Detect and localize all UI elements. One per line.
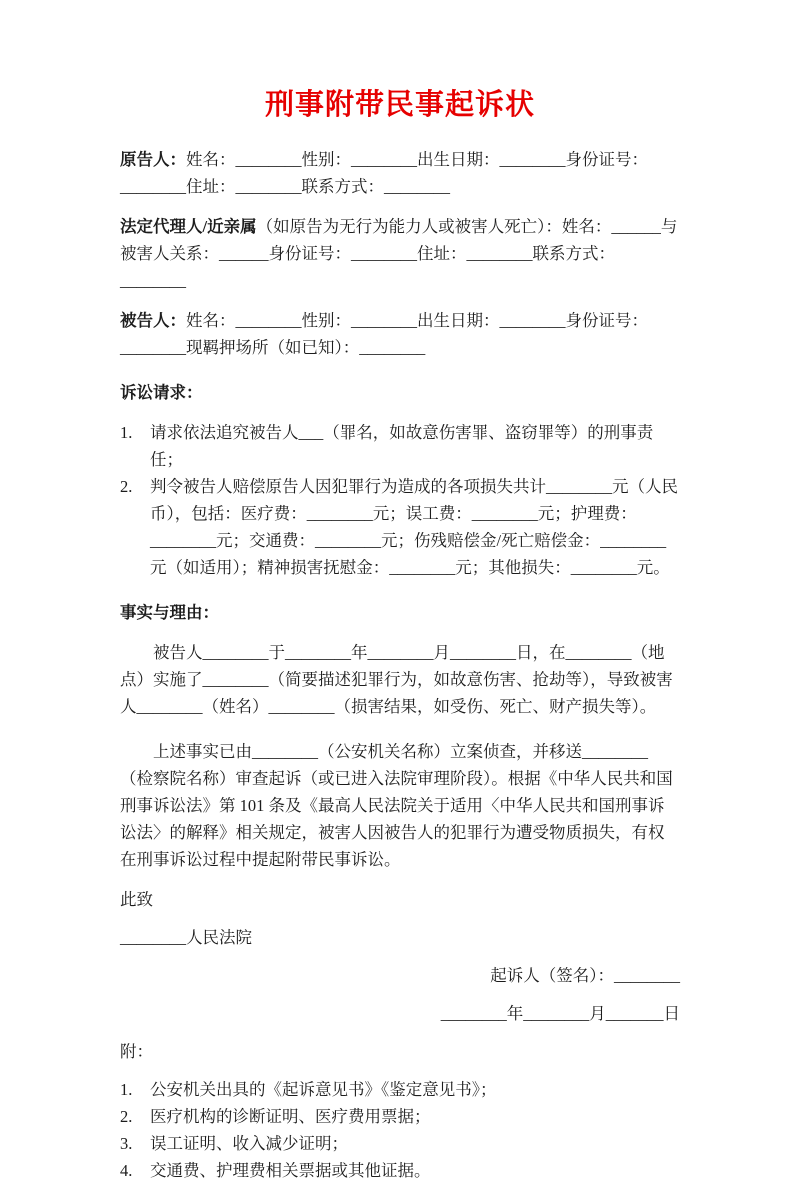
attachment-item-3 — [120, 1130, 680, 1157]
attachment-item-4-number: 4. — [120, 1161, 133, 1180]
claim-item-2 — [120, 473, 680, 581]
attachment-item-1-number: 1. — [120, 1080, 133, 1099]
attachment-item-3-text: 误工证明、收入减少证明； — [150, 1134, 348, 1153]
claim-item-1-number: 1. — [120, 423, 133, 442]
attachment-item-1 — [120, 1076, 680, 1103]
court-line: ________人民法院 — [120, 928, 252, 947]
attachment-item-2-text: 医疗机构的诊断证明、医疗费用票据； — [150, 1107, 431, 1126]
claims-heading: 诉讼请求： — [120, 383, 203, 402]
plaintiff-paragraph — [120, 146, 680, 200]
attachments-list — [120, 1076, 680, 1184]
defendant-fields: 姓名：________性别：________出生日期：________身份证号：________现羁押场所（如已知）：________ — [120, 311, 648, 357]
attachment-item-4 — [120, 1157, 680, 1184]
attachment-item-2-number: 2. — [120, 1107, 133, 1126]
legal-representative-label: 法定代理人/近亲属 — [120, 217, 257, 236]
claims-list — [120, 419, 680, 581]
plaintiff-fields: 姓名：________性别：________出生日期：________身份证号：________住址：________联系方式：________ — [120, 150, 648, 196]
salutation: 此致 — [120, 890, 153, 909]
plaintiff-label: 原告人： — [120, 150, 186, 169]
attachment-item-4-text: 交通费、护理费相关票据或其他证据。 — [150, 1161, 431, 1180]
defendant-paragraph — [120, 307, 680, 361]
date-line: ________年________月_______日 — [440, 1004, 680, 1023]
claim-item-1 — [120, 419, 680, 473]
defendant-label: 被告人： — [120, 311, 186, 330]
facts-heading: 事实与理由： — [120, 603, 219, 622]
facts-paragraph-1: 被告人________于________年________月________日，在________（地点）实施了________（简要描述犯罪行为，如故意伤害、抢劫等），导致被害人________（姓名）________（损害结果，如受伤、死亡、财产损失等）。 — [120, 643, 673, 716]
facts-paragraph-2: 上述事实已由________（公安机关名称）立案侦查，并移送________（检察院名称）审查起诉（或已进入法院审理阶段）。根据《中华人民共和国刑事诉讼法》第 101 条及《最高人民法院关于适用〈中华人民共和国刑事诉讼法〉的解释》相关规定，被害人因被告人的犯罪行为遭受物质损失，有权在刑事诉讼过程中提起附带民事诉讼。 — [120, 742, 673, 869]
document-title: 刑事附带民事起诉状 — [264, 89, 535, 121]
attachment-item-1-text: 公安机关出具的《起诉意见书》《鉴定意见书》； — [150, 1080, 497, 1099]
claim-item-2-number: 2. — [120, 477, 133, 496]
attachments-heading: 附： — [120, 1042, 153, 1061]
attachment-item-2 — [120, 1103, 680, 1130]
claim-item-1-text: 请求依法追究被告人___（罪名，如故意伤害罪、盗窃罪等）的刑事责任； — [150, 423, 654, 469]
legal-representative-paragraph — [120, 213, 680, 294]
signature-line: 起诉人（签名）：________ — [490, 966, 680, 985]
claim-item-2-text: 判令被告人赔偿原告人因犯罪行为造成的各项损失共计________元（人民币），包括：医疗费：________元；误工费：________元；护理费：________元；交通费：________元；伤残赔偿金/死亡赔偿金：________元（如适用）；精神损害抚慰金：________元；其他损失：________元。 — [150, 477, 678, 577]
attachment-item-3-number: 3. — [120, 1134, 133, 1153]
legal-representative-fields: （如原告为无行为能力人或被害人死亡）：姓名：______与被害人关系：______身份证号：________住址：________联系方式：________ — [120, 217, 678, 290]
